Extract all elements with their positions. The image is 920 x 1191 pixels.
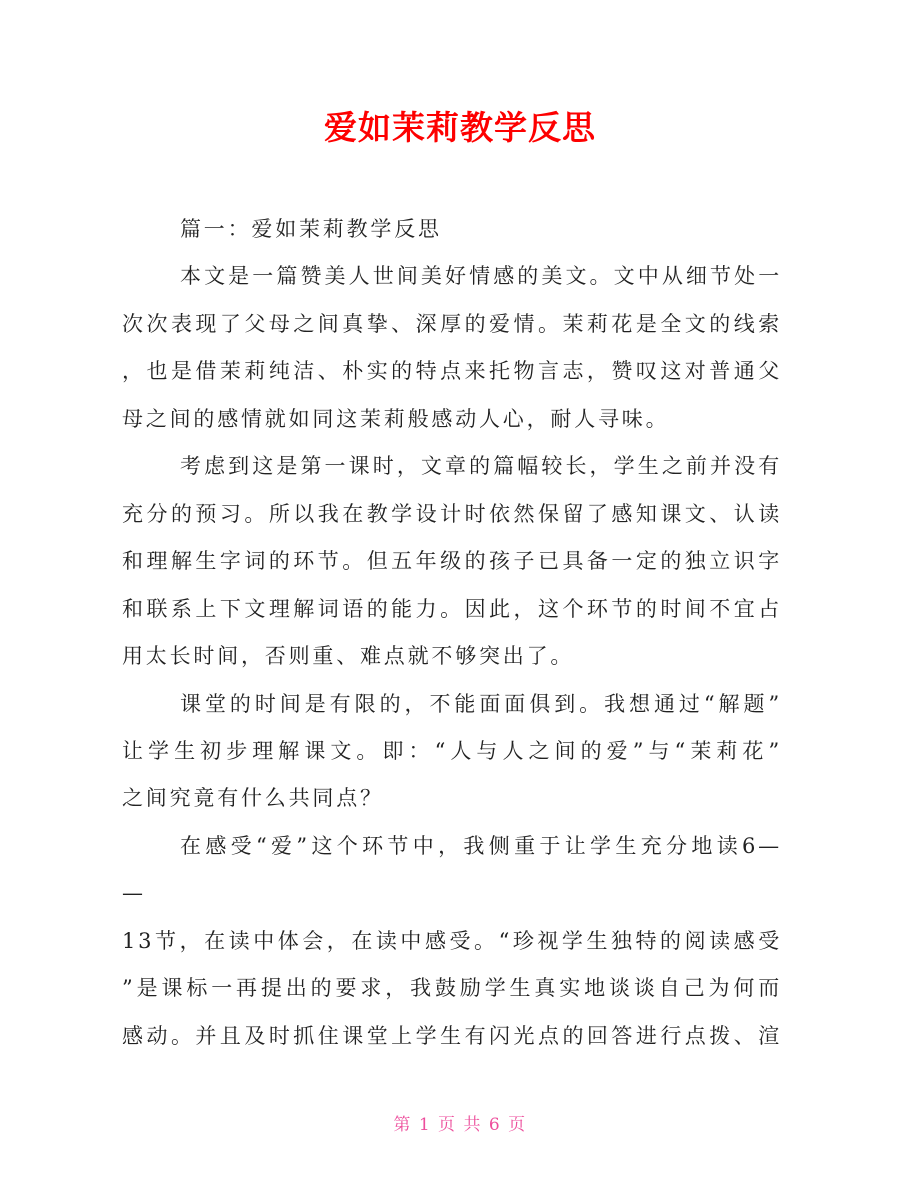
text-line: ”是课标一再提出的要求，我鼓励学生真实地谈谈自己为何而 xyxy=(122,976,782,1001)
text-line: 之间究竟有什么共同点？ xyxy=(122,786,384,811)
text-line: 让学生初步理解课文。即：“人与人之间的爱”与“茉莉花” xyxy=(122,738,782,763)
text-line: 篇一：爱如茉莉教学反思 xyxy=(180,217,442,241)
paragraph xyxy=(122,206,782,253)
text-line: 本文是一篇赞美人世间美好情感的美文。文中从细节处一 xyxy=(180,264,782,289)
text-line: 课堂的时间是有限的，不能面面俱到。我想通过“解题” xyxy=(180,691,782,716)
text-line: 次次表现了父母之间真挚、深厚的爱情。茉莉花是全文的线索 xyxy=(122,311,782,336)
text-line: ，也是借茉莉纯洁、朴实的特点来托物言志，赞叹这对普通父 xyxy=(122,359,782,384)
text-line: 和理解生字词的环节。但五年级的孩子已具备一定的独立识字 xyxy=(122,549,782,574)
paragraph xyxy=(122,681,782,823)
text-line: — xyxy=(122,881,146,906)
page-number-label: 第 1 页 共 6 页 xyxy=(393,1115,527,1135)
document-title: 爱如茉莉教学反思 xyxy=(324,108,596,147)
paragraph xyxy=(122,823,782,1060)
page-footer xyxy=(0,1111,920,1139)
text-line: 在感受“爱”这个环节中，我侧重于让学生充分地读6— xyxy=(180,833,782,858)
paragraph xyxy=(122,443,782,680)
text-line: 充分的预习。所以我在教学设计时依然保留了感知课文、认读 xyxy=(122,501,782,526)
text-line: 感动。并且及时抓住课堂上学生有闪光点的回答进行点拨、渲 xyxy=(122,1023,782,1048)
text-line: 考虑到这是第一课时，文章的篇幅较长，学生之前并没有 xyxy=(180,454,782,479)
text-line: 母之间的感情就如同这茉莉般感动人心，耐人寻味。 xyxy=(122,406,670,431)
document-body xyxy=(122,206,782,1060)
text-line: 13节，在读中体会，在读中感受。“珍视学生独特的阅读感受 xyxy=(122,928,782,953)
text-line: 用太长时间，否则重、难点就不够突出了。 xyxy=(122,644,575,669)
paragraph xyxy=(122,253,782,443)
text-line: 和联系上下文理解词语的能力。因此，这个环节的时间不宜占 xyxy=(122,596,782,621)
